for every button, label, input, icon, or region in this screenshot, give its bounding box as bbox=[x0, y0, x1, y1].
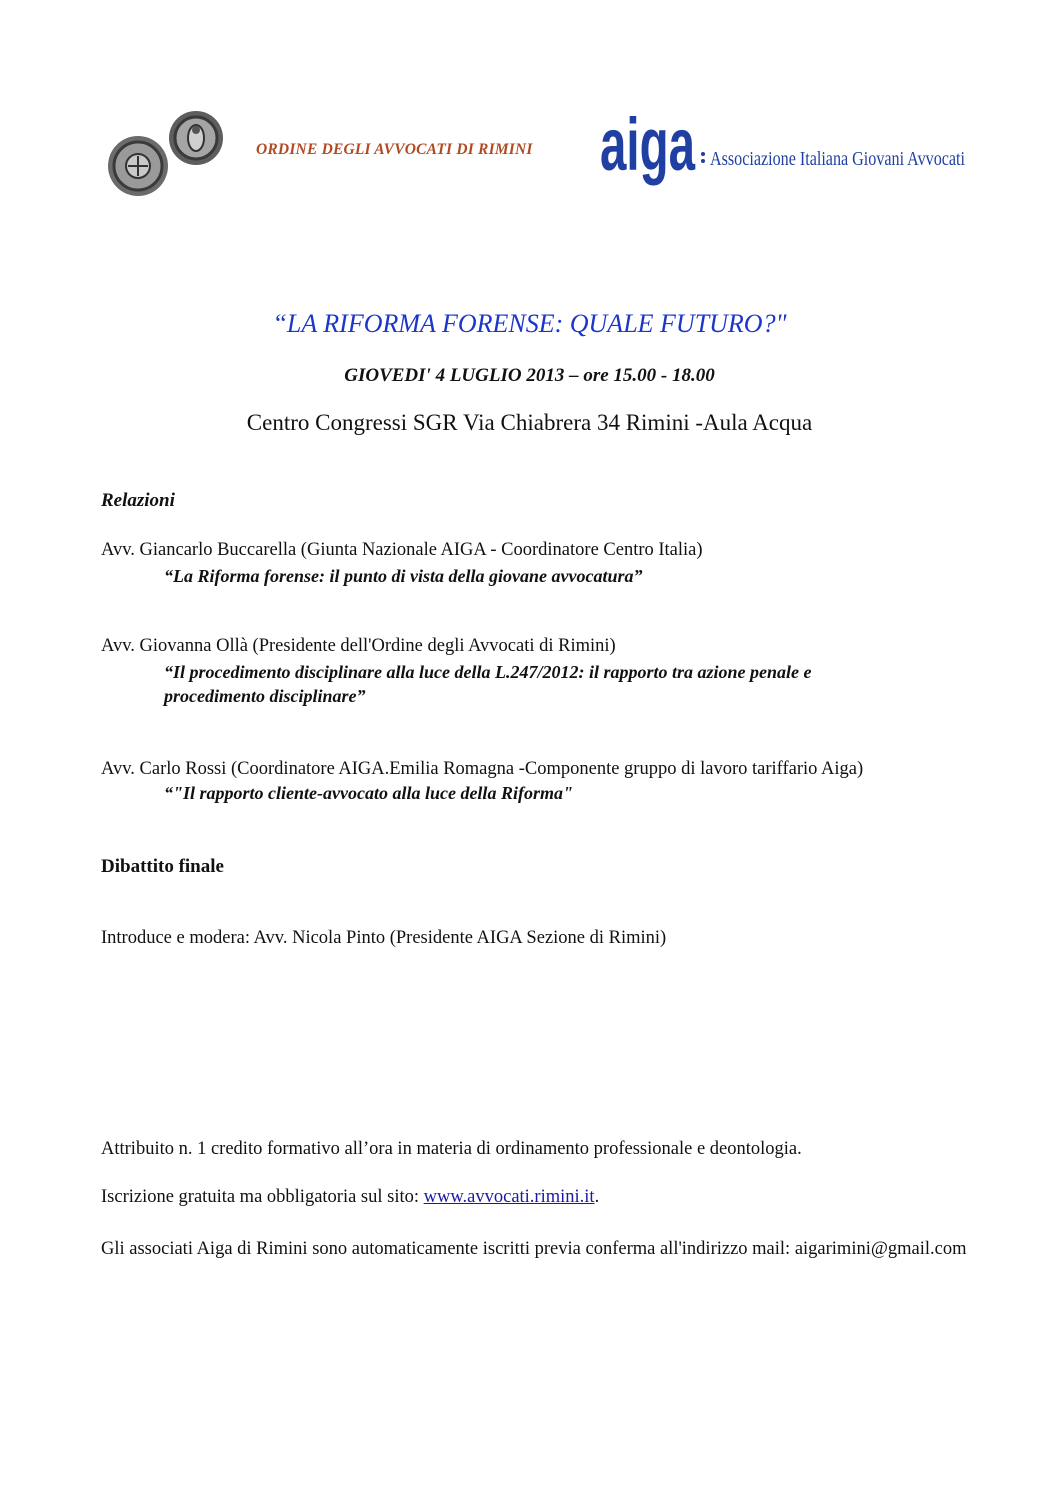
speaker-3-talk: “"Il rapporto cliente-avvocato alla luce della Riforma" bbox=[164, 783, 573, 803]
credits-note: Attribuito n. 1 credito formativo all’ora in materia di ordinamento professionale e deontologia. bbox=[101, 1139, 802, 1159]
moderator-line: Introduce e modera: Avv. Nicola Pinto (Presidente AIGA Sezione di Rimini) bbox=[101, 928, 667, 948]
coin-left-icon bbox=[108, 136, 168, 196]
speaker-2-talk-line-1: “Il procedimento disciplinare alla luce della L.247/2012: il rapporto tra azione penale e bbox=[164, 662, 812, 682]
registration-prefix: Iscrizione gratuita ma obbligatoria sul sito: bbox=[101, 1187, 424, 1207]
coin-right-icon bbox=[169, 111, 223, 165]
aiga-dot-icon bbox=[701, 152, 705, 156]
coins-logo bbox=[100, 108, 230, 198]
speaker-2-talk-line-2: procedimento disciplinare” bbox=[164, 686, 366, 706]
registration-suffix: . bbox=[594, 1187, 600, 1207]
registration-line bbox=[101, 1187, 599, 1208]
event-title: “LA RIFORMA FORENSE: QUALE FUTURO?" bbox=[272, 309, 787, 338]
speaker-2-name: Avv. Giovanna Ollà (Presidente dell'Ordine degli Avvocati di Rimini) bbox=[101, 636, 616, 656]
aiga-logo bbox=[600, 103, 970, 190]
members-note: Gli associati Aiga di Rimini sono automaticamente iscritti previa conferma all'indirizzo mail: aigarimini@gmail.com bbox=[101, 1239, 967, 1259]
registration-link[interactable]: www.avvocati.rimini.it bbox=[423, 1187, 595, 1207]
aiga-mark: aiga bbox=[600, 103, 696, 186]
speaker-3-name: Avv. Carlo Rossi (Coordinatore AIGA.Emilia Romagna -Componente gruppo di lavoro tariffario Aiga) bbox=[101, 759, 864, 779]
speaker-1-name: Avv. Giancarlo Buccarella (Giunta Nazionale AIGA - Coordinatore Centro Italia) bbox=[101, 540, 703, 560]
ordine-avvocati-label: ORDINE DEGLI AVVOCATI DI RIMINI bbox=[256, 141, 533, 158]
speaker-1-talk: “La Riforma forense: il punto di vista della giovane avvocatura” bbox=[164, 566, 643, 586]
relazioni-heading: Relazioni bbox=[101, 490, 175, 511]
dibattito-heading: Dibattito finale bbox=[101, 856, 224, 877]
aiga-full-name: Associazione Italiana Giovani Avvocati bbox=[710, 148, 966, 170]
event-venue: Centro Congressi SGR Via Chiabrera 34 Rimini -Aula Acqua bbox=[246, 410, 813, 435]
event-datetime: GIOVEDI' 4 LUGLIO 2013 – ore 15.00 - 18.00 bbox=[344, 365, 715, 386]
aiga-dot-icon bbox=[701, 159, 705, 163]
